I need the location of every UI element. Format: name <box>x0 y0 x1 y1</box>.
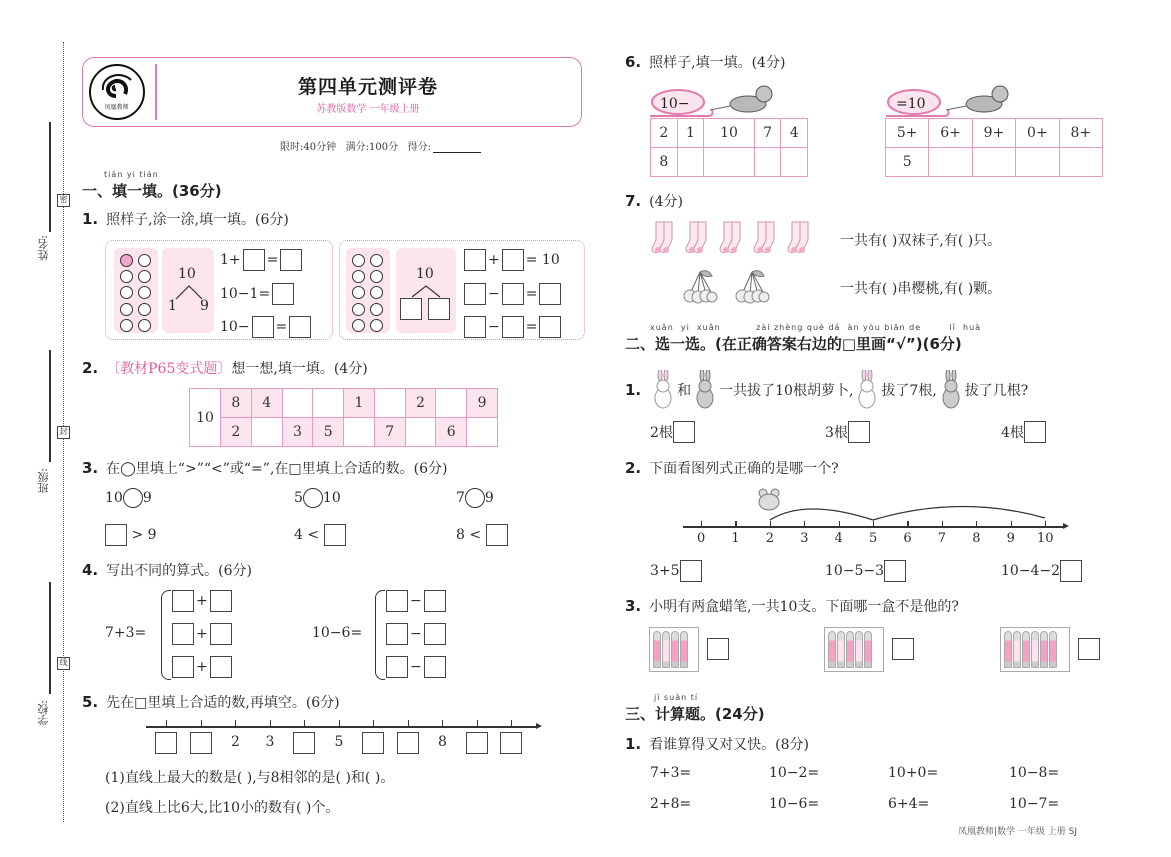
q3-prompt: 3. 在◯里填上“>”“<”或“=”,在□里填上合适的数。(6分) <box>82 459 448 477</box>
seal-mark-xian: 线 <box>57 657 70 670</box>
answer-box[interactable] <box>424 623 446 645</box>
sock-pair-icon <box>786 220 814 256</box>
tick-label: 4 <box>834 531 843 546</box>
answer-box[interactable] <box>466 732 488 754</box>
dot[interactable] <box>352 303 365 316</box>
score-label: 得分: <box>407 142 432 153</box>
dot[interactable] <box>370 270 383 283</box>
brace-left <box>161 590 171 680</box>
answer-box[interactable] <box>172 590 194 612</box>
class-label: 班级: <box>37 468 50 494</box>
option-10minus4minus2: 10−4−2 <box>1001 560 1082 582</box>
socks-illustration <box>650 220 814 256</box>
calc-item[interactable]: 10−2= <box>769 765 820 781</box>
answer-box[interactable] <box>210 656 232 678</box>
crayon-icon <box>864 631 872 668</box>
tick-label: 5 <box>334 734 344 750</box>
section3-title: 三、计算题。(24分) <box>625 705 765 723</box>
answer-box[interactable] <box>428 298 450 320</box>
answer-box[interactable] <box>424 656 446 678</box>
cherries-illustration <box>682 268 770 304</box>
answer-box[interactable] <box>190 732 212 754</box>
crayon-icon <box>1013 631 1021 668</box>
q7-line2: 一共有( )串樱桃,有( )颗。 <box>840 281 1002 297</box>
section2-title: 二、选一选。(在正确答案右边的□里画“√”)(6分) <box>625 335 962 353</box>
school-label: 学校: <box>37 700 50 726</box>
class-underline <box>49 350 51 462</box>
answer-box[interactable] <box>539 316 561 338</box>
answer-box[interactable] <box>210 623 232 645</box>
school-underline <box>49 582 51 694</box>
option-3plus5: 3+5 <box>650 560 702 582</box>
dot-grid-example <box>114 248 158 333</box>
sock-pair-icon <box>718 220 746 256</box>
score-field[interactable] <box>433 152 481 153</box>
split-tree-example: 10 1 9 <box>162 248 214 333</box>
full-score: 满分:100分 <box>345 142 399 153</box>
answer-box[interactable] <box>539 283 561 305</box>
tick-label: 10 <box>1037 531 1054 546</box>
tick-label: 9 <box>1006 531 1015 546</box>
sled-dog-right-icon <box>884 82 1012 120</box>
tick <box>701 521 702 527</box>
name-label: 姓名: <box>37 235 50 261</box>
check-box[interactable] <box>673 421 695 443</box>
q6-right-table: 5+ 6+ 9+ 0+ 8+ 5 <box>885 118 1103 177</box>
exam-header <box>82 57 582 127</box>
answer-box[interactable] <box>502 283 524 305</box>
sock-pair-icon <box>684 220 712 256</box>
tree-branch-icon <box>408 284 444 298</box>
page-footer: 凤凰教师|数学 一年级 上册 SJ <box>958 827 1077 837</box>
answer-box[interactable] <box>386 656 408 678</box>
tick <box>166 720 167 726</box>
calc-item[interactable]: 10+0= <box>888 765 939 781</box>
crayon-icon <box>1049 631 1057 668</box>
dot[interactable] <box>352 319 365 332</box>
tick <box>408 720 409 726</box>
compare-item: 7 9 <box>456 490 494 506</box>
check-box[interactable] <box>707 638 729 660</box>
answer-box[interactable] <box>464 283 486 305</box>
brace-right <box>375 590 385 680</box>
q6-prompt: 6. 照样子,填一填。(4分) <box>625 53 786 71</box>
dot[interactable] <box>352 270 365 283</box>
crayon-icon <box>837 631 845 668</box>
dot[interactable] <box>352 254 365 267</box>
sock-pair-icon <box>752 220 780 256</box>
calc-item[interactable]: 6+4= <box>888 796 930 812</box>
option-2-gen: 2根 <box>650 421 695 443</box>
answer-box[interactable] <box>172 623 194 645</box>
answer-box[interactable] <box>397 732 419 754</box>
answer-box[interactable] <box>362 732 384 754</box>
option-10minus5minus3: 10−5−3 <box>825 560 906 582</box>
white-rabbit-icon <box>651 370 675 410</box>
tick-label: 2 <box>765 531 775 546</box>
s2-q2-prompt: 2. 下面看图列式正确的是哪一个? <box>625 459 839 477</box>
dot[interactable] <box>370 303 383 316</box>
crayon-icon <box>653 631 661 668</box>
tick <box>339 720 340 726</box>
tick-label: 8 <box>972 531 981 546</box>
dot[interactable] <box>120 303 133 316</box>
tick <box>270 720 271 726</box>
compare-item: 10 9 <box>105 490 152 506</box>
dot[interactable] <box>120 286 133 299</box>
white-rabbit-icon <box>855 370 879 410</box>
q1-exercise-panel: 10 + = 10 − = − = <box>339 240 585 340</box>
tick-label: 7 <box>937 531 947 546</box>
answer-box[interactable] <box>272 283 294 305</box>
q6-left-table: 2 1 10 7 4 8 <box>650 118 808 177</box>
q5-sub2: (2)直线上比6大,比10小的数有( )个。 <box>105 800 340 816</box>
tick-label: 2 <box>231 734 240 750</box>
dot[interactable] <box>138 270 151 283</box>
answer-box[interactable] <box>289 316 311 338</box>
sock-pair-icon <box>650 220 678 256</box>
compare-circle[interactable] <box>123 488 143 508</box>
crayon-icon <box>662 631 670 668</box>
dot[interactable] <box>138 319 151 332</box>
answer-box[interactable] <box>502 316 524 338</box>
textbook-reference-tag: 〔教材P65变式题〕 <box>106 361 232 377</box>
crayon-box <box>649 627 699 672</box>
crayon-icon <box>671 631 679 668</box>
inequality-item: 4 < <box>294 524 346 546</box>
q4-left-expr: 7+3= <box>105 625 147 641</box>
answer-box[interactable] <box>172 656 194 678</box>
dot-filled <box>120 254 133 267</box>
crayon-icon <box>846 631 854 668</box>
q4-prompt: 4. 写出不同的算式。(6分) <box>82 561 252 579</box>
answer-box[interactable] <box>252 316 274 338</box>
q1-prompt: 1. 照样子,涂一涂,填一填。(6分) <box>82 210 289 228</box>
svg-text:=10: =10 <box>896 96 926 112</box>
answer-box[interactable] <box>280 249 302 271</box>
answer-box[interactable] <box>210 590 232 612</box>
answer-box[interactable] <box>502 249 524 271</box>
cherry-bunch-icon <box>734 268 770 304</box>
cherry-bunch-icon <box>682 268 718 304</box>
seal-mark-feng: 封 <box>57 426 70 439</box>
check-box[interactable] <box>892 638 914 660</box>
option-3-gen: 3根 <box>825 421 870 443</box>
compare-circle[interactable] <box>303 488 323 508</box>
crayon-icon <box>1040 631 1048 668</box>
check-box[interactable] <box>884 560 906 582</box>
tick-label: 0 <box>697 531 706 546</box>
number-line-q5 <box>146 726 538 728</box>
svg-text:10−: 10− <box>660 96 690 112</box>
tick <box>1011 521 1012 527</box>
answer-box[interactable] <box>400 298 422 320</box>
calc-item[interactable]: 10−6= <box>769 796 820 812</box>
tick <box>1045 521 1046 527</box>
calc-item[interactable]: 2+8= <box>650 796 692 812</box>
answer-box[interactable] <box>324 524 346 546</box>
tick-label: 5 <box>869 531 878 546</box>
sled-dog-left-icon <box>648 82 776 120</box>
tick <box>976 521 977 527</box>
option-4-gen: 4根 <box>1001 421 1046 443</box>
gray-rabbit-icon <box>939 370 963 410</box>
split-tree-exercise: 10 <box>396 248 456 333</box>
answer-box[interactable] <box>155 732 177 754</box>
q4-right-expr: 10−6= <box>312 625 363 641</box>
dot[interactable] <box>352 286 365 299</box>
q5-prompt: 5. 先在□里填上合适的数,再填空。(6分) <box>82 693 340 711</box>
dot[interactable] <box>138 286 151 299</box>
answer-box[interactable] <box>105 524 127 546</box>
tick-label: 8 <box>438 734 447 750</box>
dot[interactable] <box>120 270 133 283</box>
tick-label: 6 <box>903 531 912 546</box>
answer-box[interactable] <box>486 524 508 546</box>
dot[interactable] <box>138 303 151 316</box>
publisher-logo <box>89 64 145 120</box>
dot[interactable] <box>370 254 383 267</box>
tick <box>942 521 943 527</box>
crayon-icon <box>1031 631 1039 668</box>
answer-box[interactable] <box>386 590 408 612</box>
answer-box[interactable] <box>500 732 522 754</box>
calc-item[interactable]: 10−7= <box>1009 796 1060 812</box>
q2-prompt: 2. 〔教材P65变式题〕 想一想,填一填。(4分) <box>82 359 368 377</box>
dot[interactable] <box>370 319 383 332</box>
name-underline <box>49 122 51 232</box>
calc-item[interactable]: 10−8= <box>1009 765 1060 781</box>
s3-q1-prompt: 1. 看谁算得又对又快。(8分) <box>625 735 809 753</box>
calc-item[interactable]: 7+3= <box>650 765 692 781</box>
q7-line1: 一共有( )双袜子,有( )只。 <box>840 233 1002 249</box>
s2-q3-prompt: 3. 小明有两盒蜡笔,一共10支。下面哪一盒不是他的? <box>625 597 959 615</box>
inequality-item: 8 < <box>456 524 508 546</box>
tick <box>873 521 874 527</box>
check-box[interactable] <box>680 560 702 582</box>
crayon-icon <box>1022 631 1030 668</box>
tick <box>201 720 202 726</box>
tick-label: 3 <box>265 734 275 750</box>
tick <box>735 521 736 527</box>
check-box[interactable] <box>848 421 870 443</box>
answer-box[interactable] <box>464 316 486 338</box>
swirl-icon <box>91 66 142 117</box>
s2-q1-prompt: 1. 和 一共拔了10根胡萝卜, 拔了7根, 拔了几根? <box>625 370 1028 410</box>
tick <box>804 521 805 527</box>
dot[interactable] <box>120 319 133 332</box>
tick-label: 1 <box>731 531 740 546</box>
crayon-box <box>1000 627 1070 672</box>
check-box[interactable] <box>1024 421 1046 443</box>
page-title: 第四单元测评卷 <box>297 76 438 98</box>
tick <box>235 720 236 726</box>
tick <box>477 720 478 726</box>
answer-box[interactable] <box>386 623 408 645</box>
page-subtitle: 苏教版数学 一年级上册 <box>316 104 420 115</box>
section3-pinyin: jì suàn tí <box>654 693 699 702</box>
compare-circle[interactable] <box>465 488 485 508</box>
jump-arcs <box>760 500 1060 522</box>
compare-item: 5 10 <box>294 490 341 506</box>
dot[interactable] <box>370 286 383 299</box>
tick <box>373 720 374 726</box>
section2-pinyin: xuǎn yi xuǎn zài zhèng què dá àn yòu biān de lǐ huà <box>650 323 982 332</box>
q1-example-panel: 10 1 9 1+ = 10−1= 10− = <box>105 240 333 340</box>
tick-label: 3 <box>800 531 809 546</box>
crayon-icon <box>1004 631 1012 668</box>
tick <box>770 521 771 527</box>
answer-box[interactable] <box>243 249 265 271</box>
crayon-icon <box>855 631 863 668</box>
gray-rabbit-icon <box>693 370 717 410</box>
exam-meta <box>280 138 481 153</box>
answer-box[interactable] <box>293 732 315 754</box>
crayon-icon <box>828 631 836 668</box>
svg-text:凤凰教师: 凤凰教师 <box>104 104 129 111</box>
check-box[interactable] <box>1060 560 1082 582</box>
q5-sub1: (1)直线上最大的数是( ),与8相邻的是( )和( )。 <box>105 770 395 786</box>
tick <box>511 720 512 726</box>
tick <box>442 720 443 726</box>
crayon-box <box>824 627 884 672</box>
time-limit: 限时:40分钟 <box>280 142 337 153</box>
answer-box[interactable] <box>464 249 486 271</box>
number-split-table: 10 8 4 1 2 9 2 3 5 7 6 <box>189 388 498 447</box>
tick <box>304 720 305 726</box>
section1-title: 一、填一填。(36分) <box>82 182 222 200</box>
check-box[interactable] <box>1078 638 1100 660</box>
tick <box>907 521 908 527</box>
dot[interactable] <box>138 254 151 267</box>
crayon-icon <box>680 631 688 668</box>
section1-pinyin: tián yi tián <box>104 170 159 179</box>
seal-mark-mi: 密 <box>57 194 70 207</box>
inequality-item: > 9 <box>105 524 157 546</box>
q7-prompt: 7. (4分) <box>625 192 683 210</box>
answer-box[interactable] <box>424 590 446 612</box>
tick <box>839 521 840 527</box>
dot-grid-exercise <box>346 248 390 333</box>
